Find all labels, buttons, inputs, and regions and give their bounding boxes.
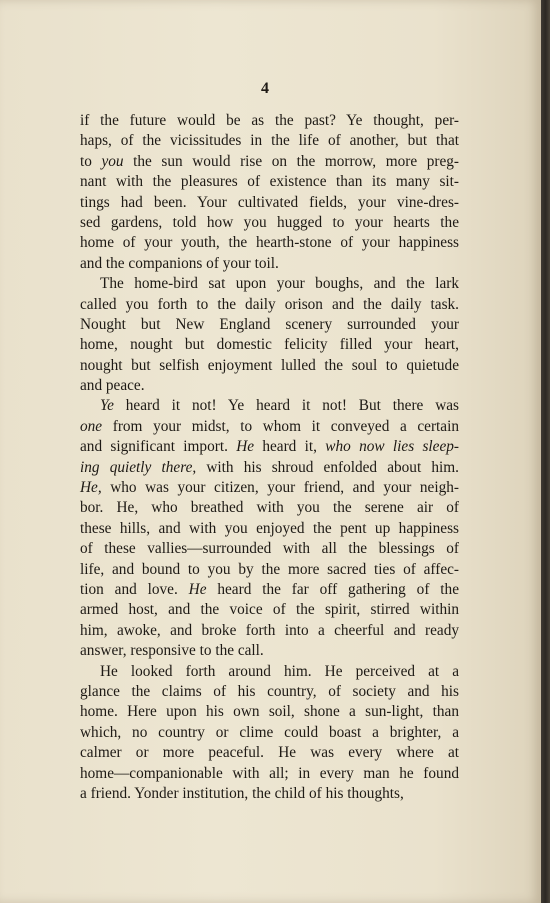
text-run: tings had been. Your cultivated fields, your vine-dres- <box>80 193 459 211</box>
text-run: a friend. Yonder institution, the child of his thoughts, <box>80 784 404 802</box>
text-run: glance the claims of his country, of society and his <box>80 682 459 700</box>
text-run: if the future would be as the past? Ye thought, per- <box>80 112 459 129</box>
text-line <box>80 396 459 416</box>
text-run: from your midst, to whom it conveyed a certain <box>102 417 459 435</box>
text-run: and significant import. <box>80 438 237 456</box>
text-line <box>80 723 459 743</box>
text-line <box>80 478 459 498</box>
text-run: nought but selfish enjoyment lulled the soul to quietude <box>80 356 459 374</box>
text-line <box>80 295 459 315</box>
text-run: to <box>80 152 102 170</box>
text-run: nant with the pleasures of existence than its many sit- <box>80 173 459 191</box>
text-line <box>80 315 459 335</box>
text-run: heard it, <box>254 438 326 456</box>
text-line <box>80 335 459 355</box>
text-line <box>80 193 459 213</box>
text-line <box>80 111 459 131</box>
text-line <box>80 233 459 253</box>
text-line <box>80 641 459 661</box>
paragraph <box>80 274 459 396</box>
text-run: ing quietly there, <box>80 458 197 476</box>
text-line <box>80 519 459 539</box>
text-run: heard the far off gathering of the <box>206 580 459 598</box>
text-line <box>80 356 459 376</box>
text-run: He, <box>80 479 102 497</box>
text-line <box>80 539 459 559</box>
text-run: calmer or more peaceful. He was every where at <box>80 744 459 762</box>
text-run: tion and love. <box>80 580 189 598</box>
text-run: Nought but New England scenery surrounded your <box>80 315 459 333</box>
paragraph <box>80 396 459 661</box>
text-run: sed gardens, told how you hugged to your hearts the <box>80 213 459 231</box>
text-run: home, nought but domestic felicity filled your heart, <box>80 336 459 354</box>
text-run: He looked forth around him. He perceived at a <box>100 662 459 680</box>
text-run: He <box>188 580 207 598</box>
text-run: armed host, and the voice of the spirit, stirred within <box>80 601 459 619</box>
text-line <box>80 702 459 722</box>
text-run: with his shroud enfolded about him. <box>196 458 459 476</box>
paragraph <box>80 111 459 274</box>
text-run: answer, responsive to the call. <box>80 642 264 660</box>
text-run: him, awoke, and broke forth into a cheerful and ready <box>80 621 459 639</box>
text-line <box>80 152 459 172</box>
text-run: called you forth to the daily orison and the daily task. <box>80 295 459 313</box>
text-line <box>80 417 459 437</box>
text-run: The home-bird sat upon your boughs, and the lark <box>100 275 459 293</box>
text-line <box>80 600 459 620</box>
body-text <box>80 111 459 804</box>
text-run: you <box>101 152 124 170</box>
text-run: home—companionable with all; in every man he found <box>80 764 459 782</box>
text-run: He <box>236 438 255 456</box>
text-run: Ye <box>100 397 114 415</box>
text-run: life, and bound to you by the more sacred ties of affec- <box>80 560 459 578</box>
text-line <box>80 437 459 457</box>
text-run: heard it not! Ye heard it not! But there was <box>113 397 459 415</box>
text-line <box>80 580 459 600</box>
text-run: haps, of the vicissitudes in the life of another, but that <box>80 132 459 150</box>
text-run: home of your youth, the hearth-stone of your happiness <box>80 234 459 252</box>
text-line <box>80 274 459 294</box>
text-line <box>80 458 459 478</box>
text-line <box>80 662 459 682</box>
text-line <box>80 682 459 702</box>
text-run: one <box>80 417 103 435</box>
text-line <box>80 743 459 763</box>
text-line <box>80 498 459 518</box>
text-line <box>80 764 459 784</box>
text-line <box>80 784 459 804</box>
text-run: and the companions of your toil. <box>80 254 279 272</box>
text-run: bor. He, who breathed with you the serene air of <box>80 499 459 517</box>
text-run: of these vallies—surrounded with all the blessings of <box>80 540 459 558</box>
text-line <box>80 376 459 396</box>
text-line <box>80 131 459 151</box>
page-number: 4 <box>261 80 269 97</box>
text-line <box>80 172 459 192</box>
text-run: and peace. <box>80 377 145 395</box>
page-edge-shadow <box>541 0 550 903</box>
text-run: these hills, and with you enjoyed the pent up happiness <box>80 519 459 537</box>
text-run: who was your citizen, your friend, and your neigh- <box>101 479 459 497</box>
text-line <box>80 621 459 641</box>
text-run: the sun would rise on the morrow, more preg- <box>123 152 459 170</box>
text-run: which, no country or clime could boast a brighter, a <box>80 723 459 741</box>
text-run: who now lies sleep- <box>325 438 459 456</box>
paragraph <box>80 662 459 805</box>
text-line <box>80 560 459 580</box>
text-run: home. Here upon his own soil, shone a sun-light, than <box>80 703 459 721</box>
text-line <box>80 254 459 274</box>
text-line <box>80 213 459 233</box>
